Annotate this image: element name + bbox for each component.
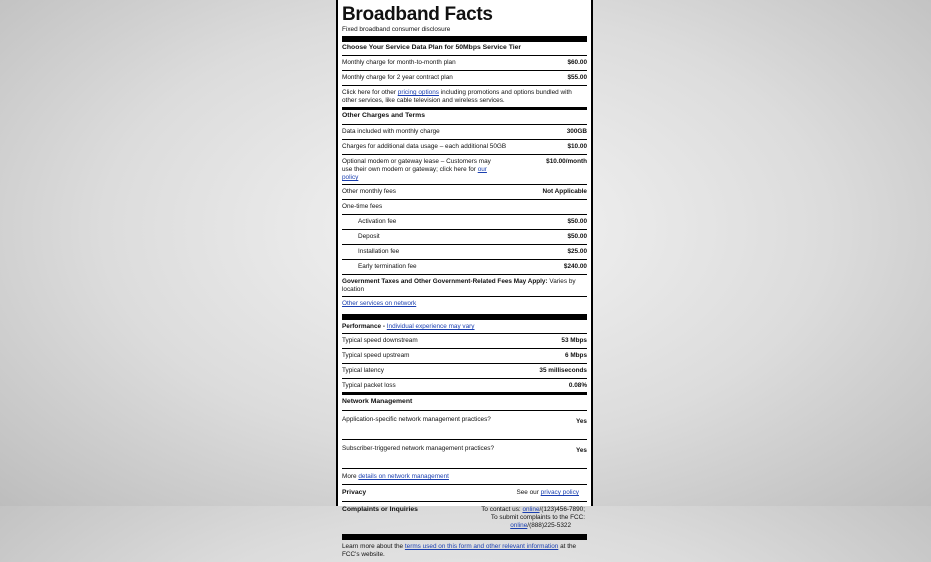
footer-text-end: at the FCC's website. [342, 542, 577, 558]
additional-data-row [342, 140, 587, 155]
one-time-fee-row [342, 260, 587, 275]
privacy-label: Privacy [342, 489, 367, 497]
our-policy-link[interactable]: our policy [342, 165, 487, 181]
one-time-fee-row [342, 230, 587, 245]
other-services-link[interactable]: Other services on network [342, 299, 417, 307]
privacy-text [516, 489, 587, 497]
fee-value: $50.00 [567, 217, 587, 225]
modem-value: $10.00/month [546, 157, 587, 165]
performance-row [342, 334, 587, 349]
network-more [342, 469, 587, 485]
contact-online-link[interactable]: online [522, 505, 540, 513]
performance-row [342, 379, 587, 392]
row-value: Not Applicable [542, 187, 587, 195]
one-time-fee-row [342, 215, 587, 230]
modem-description: Optional modem or gateway lease – Customers may use their own modem or gateway; click here for [342, 157, 491, 173]
row-label: Charges for additional data usage – each additional 50GB [342, 142, 507, 150]
plan-header: Choose Your Service Data Plan for 50Mbps Service Tier [342, 42, 587, 56]
footer-text: Learn more about the [342, 542, 405, 550]
fee-value: $50.00 [567, 232, 587, 240]
performance-header [342, 320, 587, 334]
row-value: $10.00 [567, 142, 587, 150]
privacy-prefix: See our [516, 489, 541, 497]
pricing-note [342, 86, 587, 107]
plan-row-label: Monthly charge for 2 year contract plan [342, 74, 453, 82]
plan-row-label: Monthly charge for month-to-month plan [342, 59, 456, 67]
contact-prefix: To contact us: [481, 505, 523, 513]
complaints-contact [481, 506, 587, 530]
pricing-note-text: Click here for other [342, 89, 398, 97]
one-time-fee-row [342, 245, 587, 260]
gov-taxes-heading: Government Taxes and Other Government-Related Fees May Apply: [342, 277, 548, 285]
contact-phone: /(123)456-7890; [539, 505, 585, 513]
terms-link[interactable]: terms used on this form and other relevant information [404, 542, 559, 550]
fee-label: Early termination fee [358, 262, 417, 270]
row-label: Subscriber-triggered network management practices? [342, 445, 495, 453]
page-title: Broadband Facts [342, 4, 493, 25]
row-label: Typical latency [342, 366, 384, 374]
row-value: 300GB [566, 127, 587, 135]
plan-row-monthly [342, 56, 587, 71]
pricing-note-text-end: including promotions and options bundled with other services, like cable television and wireless services. [342, 89, 572, 105]
network-row [342, 440, 587, 469]
privacy-policy-link[interactable]: privacy policy [540, 489, 579, 497]
row-label: One-time fees [342, 202, 383, 210]
label-body [338, 0, 591, 558]
individual-experience-link[interactable]: Individual experience may vary [386, 322, 475, 330]
row-value: 6 Mbps [564, 351, 587, 359]
row-label: Application-specific network management practices? [342, 416, 491, 424]
row-value: Yes [575, 418, 587, 426]
row-label: Data included with monthly charge [342, 127, 440, 135]
other-services [342, 297, 587, 312]
performance-row [342, 364, 587, 379]
other-monthly-row [342, 185, 587, 200]
performance-heading: Performance - [342, 322, 387, 330]
network-header: Network Management [342, 395, 587, 411]
gov-taxes-note: Varies by location [342, 277, 576, 293]
data-included-row [342, 125, 587, 140]
other-charges-header: Other Charges and Terms [342, 110, 587, 124]
fcc-phone: /(888)225-5322 [527, 521, 571, 529]
fcc-online-link[interactable]: online [510, 521, 528, 529]
pricing-options-link[interactable]: pricing options [397, 89, 439, 97]
row-value: 35 milliseconds [539, 366, 587, 374]
modem-text [342, 158, 502, 182]
privacy-row [342, 485, 587, 501]
plan-row-value: $55.00 [567, 74, 587, 82]
fcc-submit-text: To submit complaints to the FCC: [490, 513, 585, 521]
performance-row [342, 349, 587, 364]
one-time-row [342, 200, 587, 215]
row-label: Typical speed upstream [342, 351, 410, 359]
fee-label: Installation fee [358, 247, 400, 255]
broadband-facts-label [336, 0, 593, 558]
complaints-row [342, 502, 587, 534]
footer-note [342, 540, 587, 562]
network-management-link[interactable]: details on network management [358, 473, 449, 481]
fee-value: $240.00 [563, 262, 587, 270]
modem-row [342, 155, 587, 185]
fee-value: $25.00 [567, 247, 587, 255]
network-row [342, 411, 587, 440]
fee-label: Deposit [358, 232, 380, 240]
row-value: Yes [575, 447, 587, 455]
network-more-prefix: More [342, 473, 359, 481]
row-label: Typical packet loss [342, 381, 396, 389]
row-value: 0.08% [568, 381, 587, 389]
plan-row-value: $60.00 [567, 59, 587, 67]
subtitle: Fixed broadband consumer disclosure [342, 26, 451, 33]
complaints-label: Complaints or Inquiries [342, 505, 418, 513]
plan-row-contract [342, 71, 587, 86]
fee-label: Activation fee [358, 217, 397, 225]
row-value: 53 Mbps [561, 336, 587, 344]
row-label: Other monthly fees [342, 187, 396, 195]
gov-taxes [342, 275, 587, 297]
row-label: Typical speed downstream [342, 336, 418, 344]
